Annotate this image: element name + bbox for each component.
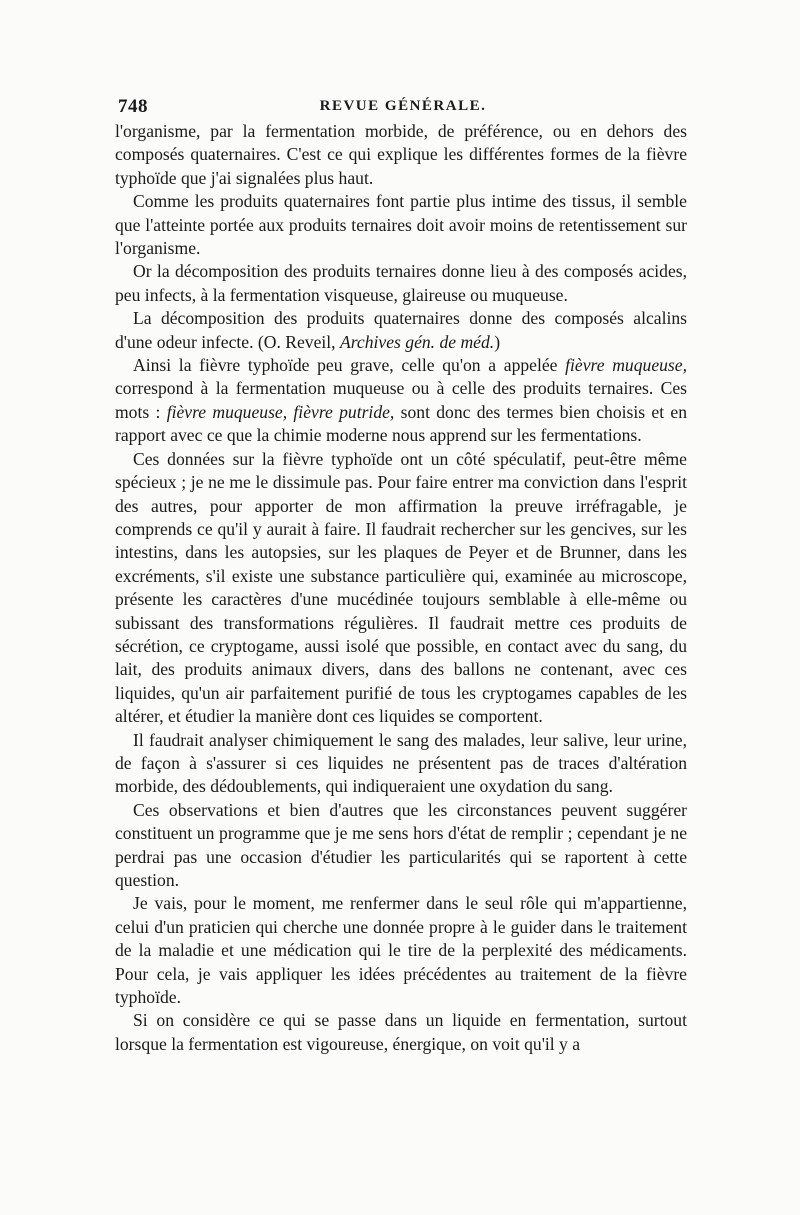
paragraph-5-text-1: Ainsi la fièvre typhoïde peu grave, celle qu'on a appelée [133,355,566,376]
paragraph-5-text-3: sont donc des termes bien choisis et en rapport avec ce que la chimie moderne nous apprend sur les fermentations. [115,401,688,446]
paragraph-3: Or la décomposition des produits ternaires donne lieu à des composés acides, peu infects, à la fermentation visqueuse, glaireuse ou muqueuse. [115,261,687,305]
paragraph-4-close: ) [494,331,501,352]
paragraph-5 [115,354,687,448]
paragraph-2: Comme les produits quaternaires font partie plus intime des tissus, il semble que l'atteinte portée aux produits ternaires doit avoir moins de retentissement sur l'organisme. [115,191,687,259]
paragraph-6: Ces données sur la fièvre typhoïde ont un côté spéculatif, peut-être même spécieux ; je ne me le dissimule pas. Pour faire entrer ma conviction dans l'esprit des autres, pour apporter de mon affirmation la preuve irréfragable, je comprends ce qu'il y aurait à faire. Il faudrait rechercher sur les gencives, sur les intestins, dans les autopsies, sur les plaques de Peyer et de Brunner, dans les excréments, s'il existe une substance particulière qui, examinée au microscope, présente les caractères d'une mucédinée toujours semblable à elle-même ou subissant des transformations régulières. Il faudrait mettre ces produits de sécrétion, ce cryptogame, aussi isolé que possible, en contact avec du sang, du lait, des produits animaux divers, dans des ballons ne contenant, avec ces liquides, qu'un air parfaitement purifié de tous les cryptogames capables de les altérer, et étudier la manière dont ces liquides se comportent. [115,448,687,727]
paragraph-5-text-2: correspond à la fermentation muqueuse ou à celle des produits ternaires. Ces mots : [115,378,687,422]
text-body [115,120,687,1056]
paragraph-4 [115,307,687,354]
paragraph-4-text: La décomposition des produits quaternaires donne des composés alcalins d'une odeur infecte. (O. Reveil, [115,308,687,352]
paragraph-7: Il faudrait analyser chimiquement le sang des malades, leur salive, leur urine, de façon à s'assurer si ces liquides ne présentent pas de traces d'altération morbide, des dédoublements, qui indiqueraient une oxydation du sang. [115,729,687,797]
paragraph-8: Ces observations et bien d'autres que les circonstances peuvent suggérer constituent un programme que je me sens hors d'état de remplir ; cependant je ne perdrai pas une occasion d'étudier les particularités qui se raportent à cette question. [115,799,687,890]
running-head: REVUE GÉNÉRALE. [319,98,487,114]
term-fievre-muqueuse: fièvre muqueuse, [565,355,687,376]
page-number: 748 [118,96,148,117]
page-header [118,96,688,120]
citation-archives: Archives gén. de méd. [339,331,495,352]
terms-fievre-muqueuse-putride: fièvre muqueuse, fièvre putride, [166,401,395,422]
paragraph-9: Je vais, pour le moment, me renfermer dans le seul rôle qui m'appartienne, celui d'un praticien qui cherche une donnée propre à le guider dans le traitement de la maladie et une médication qui le tire de la perplexité des médicaments. Pour cela, je vais appliquer les idées précédentes au traitement de la fièvre typhoïde. [115,893,687,1008]
paragraph-1: l'organisme, par la fermentation morbide, de préférence, ou en dehors des composés quaternaires. C'est ce qui explique les différentes formes de la fièvre typhoïde que j'ai signalées plus haut. [115,121,687,188]
paragraph-10: Si on considère ce qui se passe dans un liquide en fermentation, surtout lorsque la fermentation est vigoureuse, énergique, on voit qu'il y a [115,1010,687,1054]
